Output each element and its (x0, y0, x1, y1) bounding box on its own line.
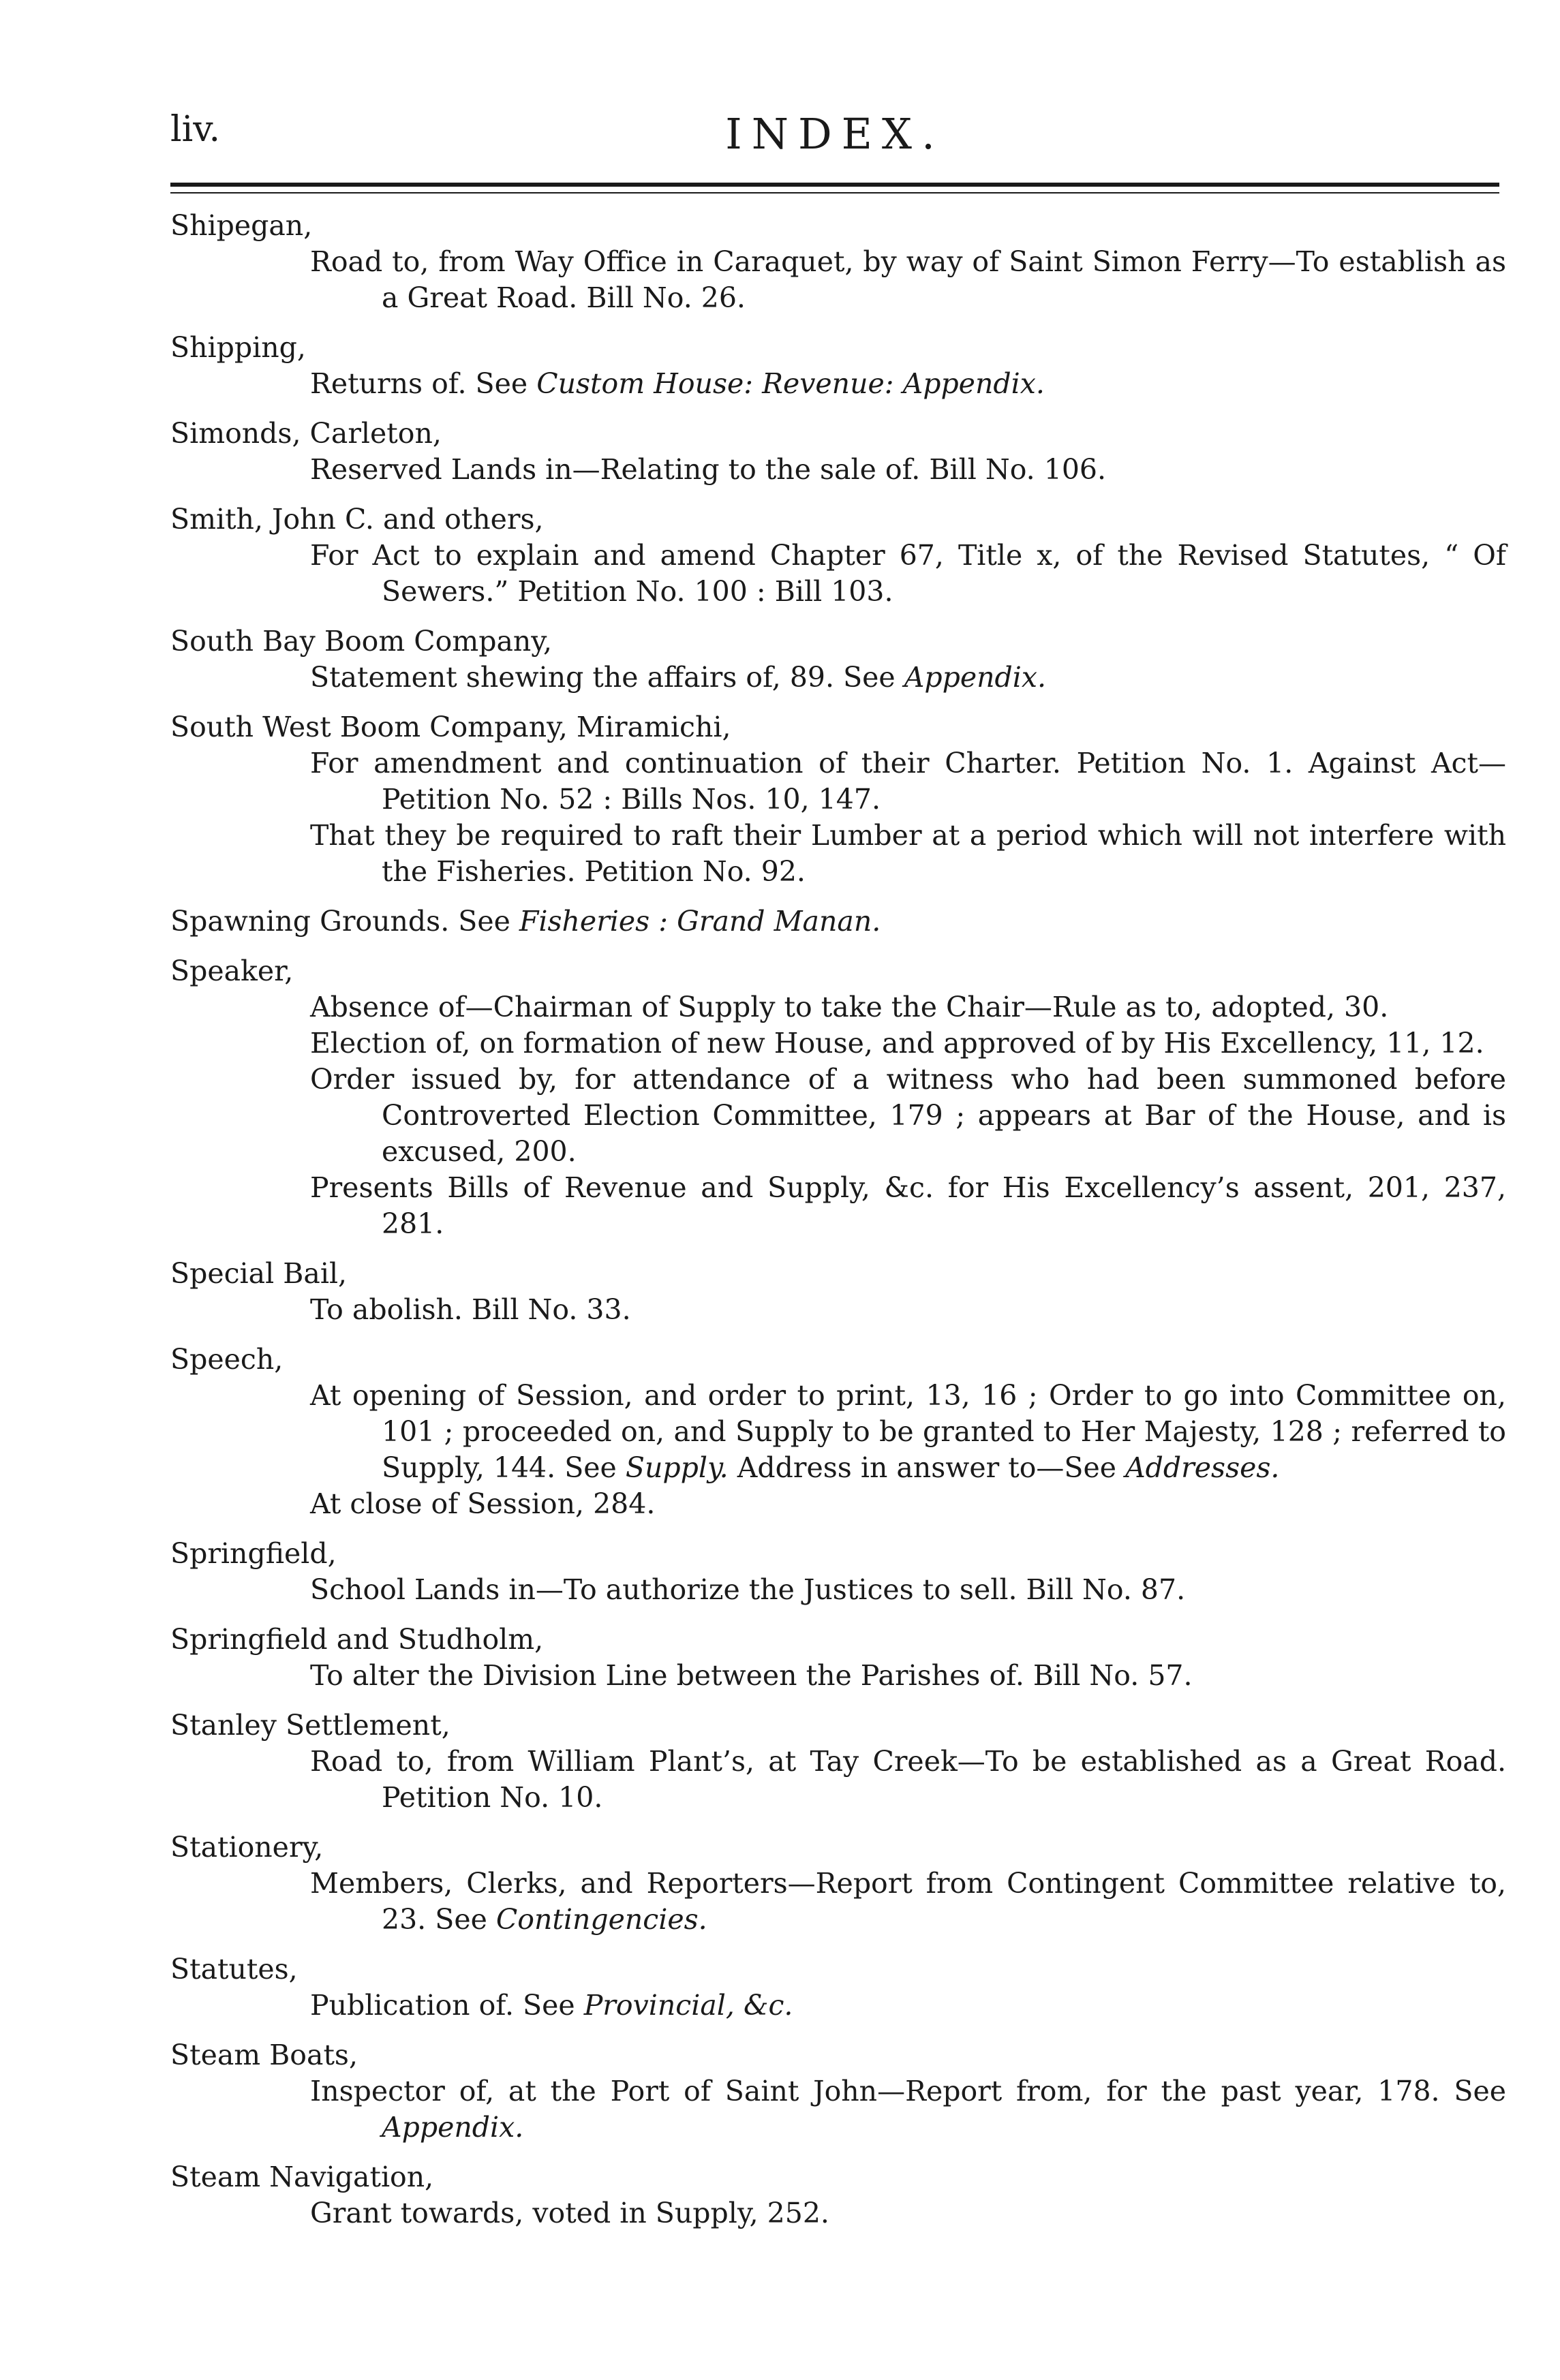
entry-subentry: Publication of. See Provincial, &c. (310, 1989, 793, 2022)
entry-subentry: School Lands in—To authorize the Justices to sell. Bill No. 87. (310, 1573, 1186, 1606)
index-entry (170, 2159, 1506, 2231)
index-entry (170, 953, 1506, 1242)
index-entry (170, 903, 1506, 940)
entry-subentry: To abolish. Bill No. 33. (310, 1293, 631, 1326)
page-header (170, 109, 1499, 164)
index-entry (170, 1342, 1506, 1522)
see-reference: Addresses. (1125, 1451, 1280, 1484)
index-entry (170, 2037, 1506, 2146)
entry-term: Statutes, (170, 1953, 298, 1985)
entry-subentry: Election of, on formation of new House, and approved of by His Excellency, 11, 12. (310, 1027, 1484, 1060)
entry-term: Special Bail, (170, 1257, 348, 1290)
see-reference: Custom House: Revenue: Appendix. (536, 367, 1045, 400)
see-reference: Appendix. (904, 661, 1047, 694)
index-entry (170, 1536, 1506, 1608)
entry-term: South West Boom Company, Miramichi, (170, 711, 731, 743)
index-entry (170, 623, 1506, 696)
index-entry (170, 1951, 1506, 2024)
entry-term: Simonds, Carleton, (170, 417, 442, 450)
header-rule-thin (170, 192, 1499, 194)
entry-subentry: Presents Bills of Revenue and Supply, &c. for His Excellency’s assent, 201, 237, 281. (310, 1171, 1506, 1240)
entry-subentry: Road to, from Way Office in Caraquet, by way of Saint Simon Ferry—To establish as a Great Road. Bill No. 26. (310, 245, 1506, 314)
entry-term: Spawning Grounds. See Fisheries : Grand Manan. (170, 905, 881, 938)
entry-term: South Bay Boom Company, (170, 625, 553, 658)
page-number: liv. (170, 109, 220, 150)
see-reference: Supply. (625, 1451, 729, 1484)
entry-subentry: That they be required to raft their Lumber at a period which will not interfere with the Fisheries. Petition No. 92. (310, 819, 1506, 888)
entry-subentry: Order issued by, for attendance of a witness who had been summoned before Controverted Election Committee, 179 ; appears at Bar of the House, and is excused, 200. (310, 1063, 1506, 1168)
entry-subentry: To alter the Division Line between the Parishes of. Bill No. 57. (310, 1659, 1193, 1692)
entry-subentry: Absence of—Chairman of Supply to take the Chair—Rule as to, adopted, 30. (310, 991, 1389, 1023)
entry-subentry: Inspector of, at the Port of Saint John—Report from, for the past year, 178. See Appendix. (310, 2075, 1506, 2144)
page-title: INDEX. (725, 109, 945, 159)
entry-term: Springfield, (170, 1537, 337, 1570)
entry-subentry: For amendment and continuation of their Charter. Petition No. 1. Against Act—Petition No. 52 : Bills Nos. 10, 147. (310, 747, 1506, 816)
index-entry (170, 416, 1506, 488)
entry-term: Stationery, (170, 1831, 324, 1864)
see-reference: Fisheries : Grand Manan. (519, 905, 881, 938)
entry-term: Steam Boats, (170, 2039, 358, 2071)
entry-subentry: At close of Session, 284. (310, 1487, 656, 1520)
entry-term: Smith, John C. and others, (170, 503, 544, 536)
entry-term: Shipegan, (170, 209, 313, 242)
entry-subentry: Road to, from William Plant’s, at Tay Creek—To be established as a Great Road. Petition No. 10. (310, 1745, 1506, 1814)
entry-term: Stanley Settlement, (170, 1709, 450, 1742)
entry-subentry: Members, Clerks, and Reporters—Report from Contingent Committee relative to, 23. See Contingencies. (310, 1867, 1506, 1936)
entry-subentry: Statement shewing the affairs of, 89. See Appendix. (310, 661, 1047, 694)
index-entry (170, 709, 1506, 890)
entry-term: Speaker, (170, 955, 294, 987)
entry-term: Springfield and Studholm, (170, 1623, 544, 1656)
index-entry (170, 1622, 1506, 1694)
entry-subentry: Reserved Lands in—Relating to the sale of. Bill No. 106. (310, 453, 1107, 486)
see-reference: Appendix. (382, 2111, 524, 2144)
entry-subentry: At opening of Session, and order to print, 13, 16 ; Order to go into Committee on, 101 ; proceeded on, and Supply to be granted to Her Majesty, 128 ; referred to Supply, 144. See Supply. Address in answer to—See Addresses. (310, 1379, 1506, 1484)
index-entries (170, 208, 1506, 2245)
index-entry (170, 1829, 1506, 1938)
see-reference: Provincial, &c. (583, 1989, 793, 2022)
index-entry (170, 501, 1506, 610)
entry-subentry: Grant towards, voted in Supply, 252. (310, 2197, 829, 2229)
entry-term: Shipping, (170, 331, 306, 364)
entry-term: Steam Navigation, (170, 2161, 434, 2193)
see-reference: Contingencies. (495, 1903, 707, 1936)
index-entry (170, 1256, 1506, 1328)
index-entry (170, 208, 1506, 316)
index-entry (170, 330, 1506, 402)
header-rule-thick (170, 183, 1499, 187)
entry-term: Speech, (170, 1343, 284, 1376)
entry-subentry: Returns of. See Custom House: Revenue: Appendix. (310, 367, 1045, 400)
entry-subentry: For Act to explain and amend Chapter 67, Title x, of the Revised Statutes, “ Of Sewers.” Petition No. 100 : Bill 103. (310, 539, 1506, 608)
index-entry (170, 1707, 1506, 1816)
